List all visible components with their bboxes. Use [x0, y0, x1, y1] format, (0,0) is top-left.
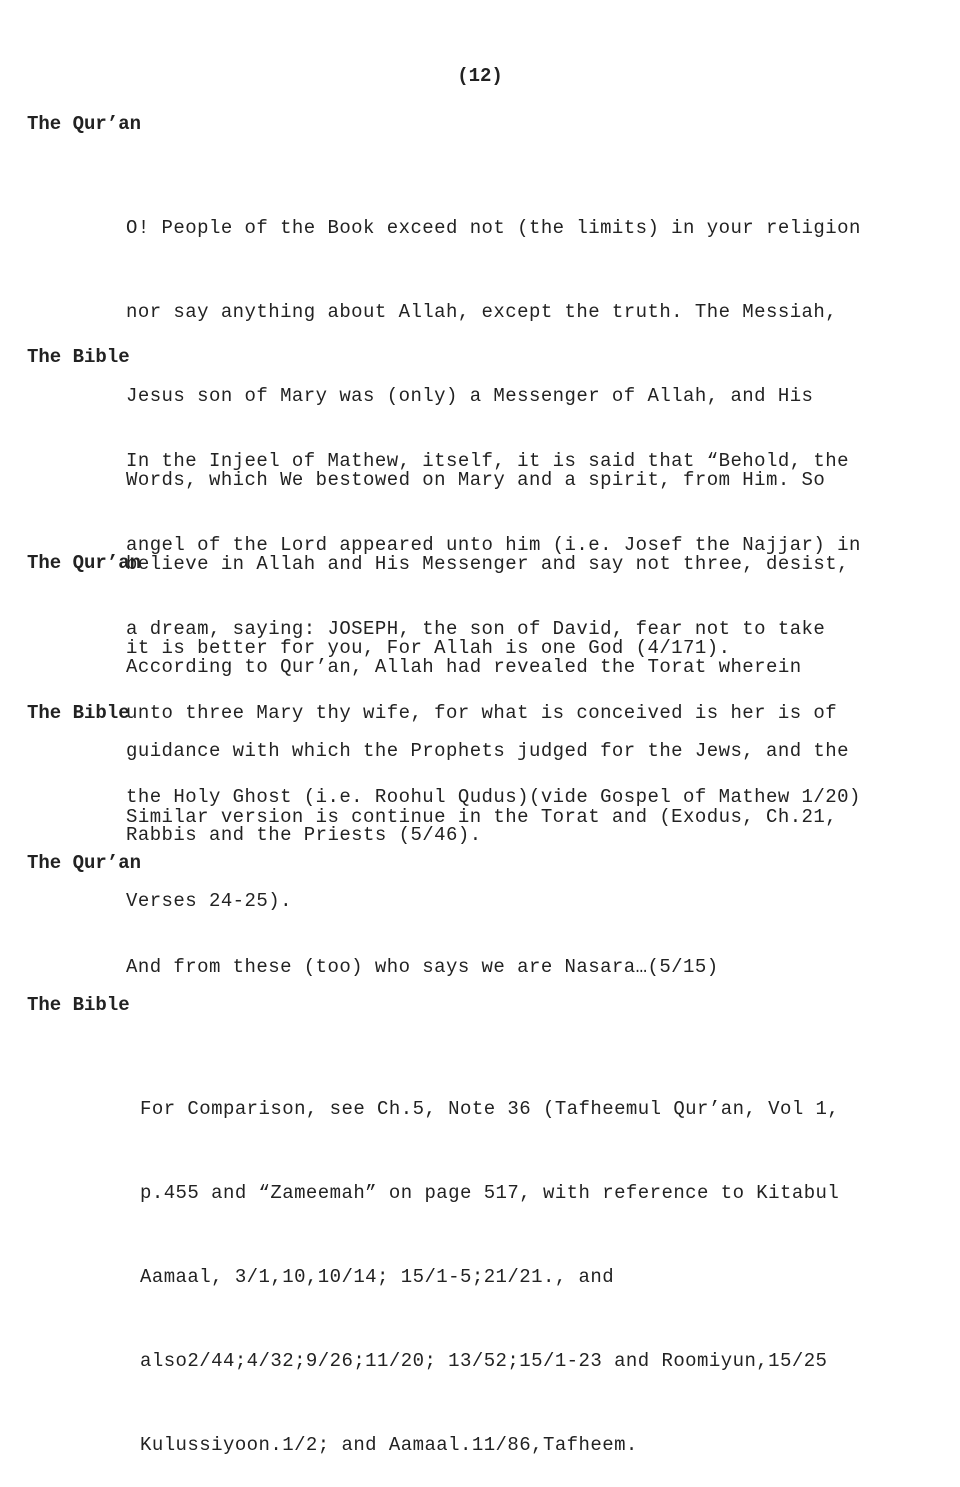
text-line: the Holy Ghost (i.e. Roohul Qudus)(vide Gospel of Mathew 1/20): [126, 786, 861, 808]
text-line: guidance with which the Prophets judged for the Jews, and the: [126, 740, 849, 762]
text-line: nor say anything about Allah, except the truth. The Messiah,: [126, 301, 838, 323]
section-heading-quran-3: The Qur’an: [27, 852, 142, 874]
text-line: Jesus son of Mary was (only) a Messenger of Allah, and His: [126, 385, 814, 407]
text-line: Rabbis and the Priests (5/46).: [126, 824, 482, 846]
section-body-quran-3: [126, 897, 719, 1009]
page-number: (12): [457, 65, 503, 87]
text-line: p.455 and “Zameemah” on page 517, with reference to Kitabul: [140, 1182, 840, 1204]
text-line: believe in Allah and His Messenger and say not three, desist,: [126, 553, 849, 575]
section-heading-bible-3: The Bible: [27, 994, 130, 1016]
text-line: Aamaal, 3/1,10,10/14; 15/1-5;21/21., and: [140, 1266, 615, 1288]
text-line: And from these (too) who says we are Nasara…(5/15): [126, 956, 719, 978]
section-body-bible-3: [140, 1039, 839, 1487]
text-line: a dream, saying: JOSEPH, the son of David, fear not to take: [126, 618, 826, 640]
section-heading-bible-1: The Bible: [27, 346, 130, 368]
text-line: Similar version is continue in the Torat and (Exodus, Ch.21,: [126, 806, 838, 828]
text-line: it is better for you, For Allah is one God (4/171).: [126, 637, 731, 659]
text-line: In the Injeel of Mathew, itself, it is said that “Behold, the: [126, 450, 849, 472]
text-line: For Comparison, see Ch.5, Note 36 (Tafheemul Qur’an, Vol 1,: [140, 1098, 840, 1120]
text-line: Words, which We bestowed on Mary and a spirit, from Him. So: [126, 469, 826, 491]
text-line: angel of the Lord appeared unto him (i.e. Josef the Najjar) in: [126, 534, 861, 556]
text-line: According to Qur’an, Allah had revealed the Torat wherein: [126, 656, 802, 678]
section-heading-quran-1: The Qur’an: [27, 113, 142, 135]
section-heading-bible-2: The Bible: [27, 702, 130, 724]
section-heading-quran-2: The Qur’an: [27, 552, 142, 574]
text-line: O! People of the Book exceed not (the limits) in your religion: [126, 217, 861, 239]
text-line: Kulussiyoon.1/2; and Aamaal.11/86,Tafheem.: [140, 1434, 638, 1456]
text-line: also2/44;4/32;9/26;11/20; 13/52;15/1-23 and Roomiyun,15/25: [140, 1350, 828, 1372]
text-line: Verses 24-25).: [126, 890, 292, 912]
text-line: unto three Mary thy wife, for what is conceived is her is of: [126, 702, 838, 724]
